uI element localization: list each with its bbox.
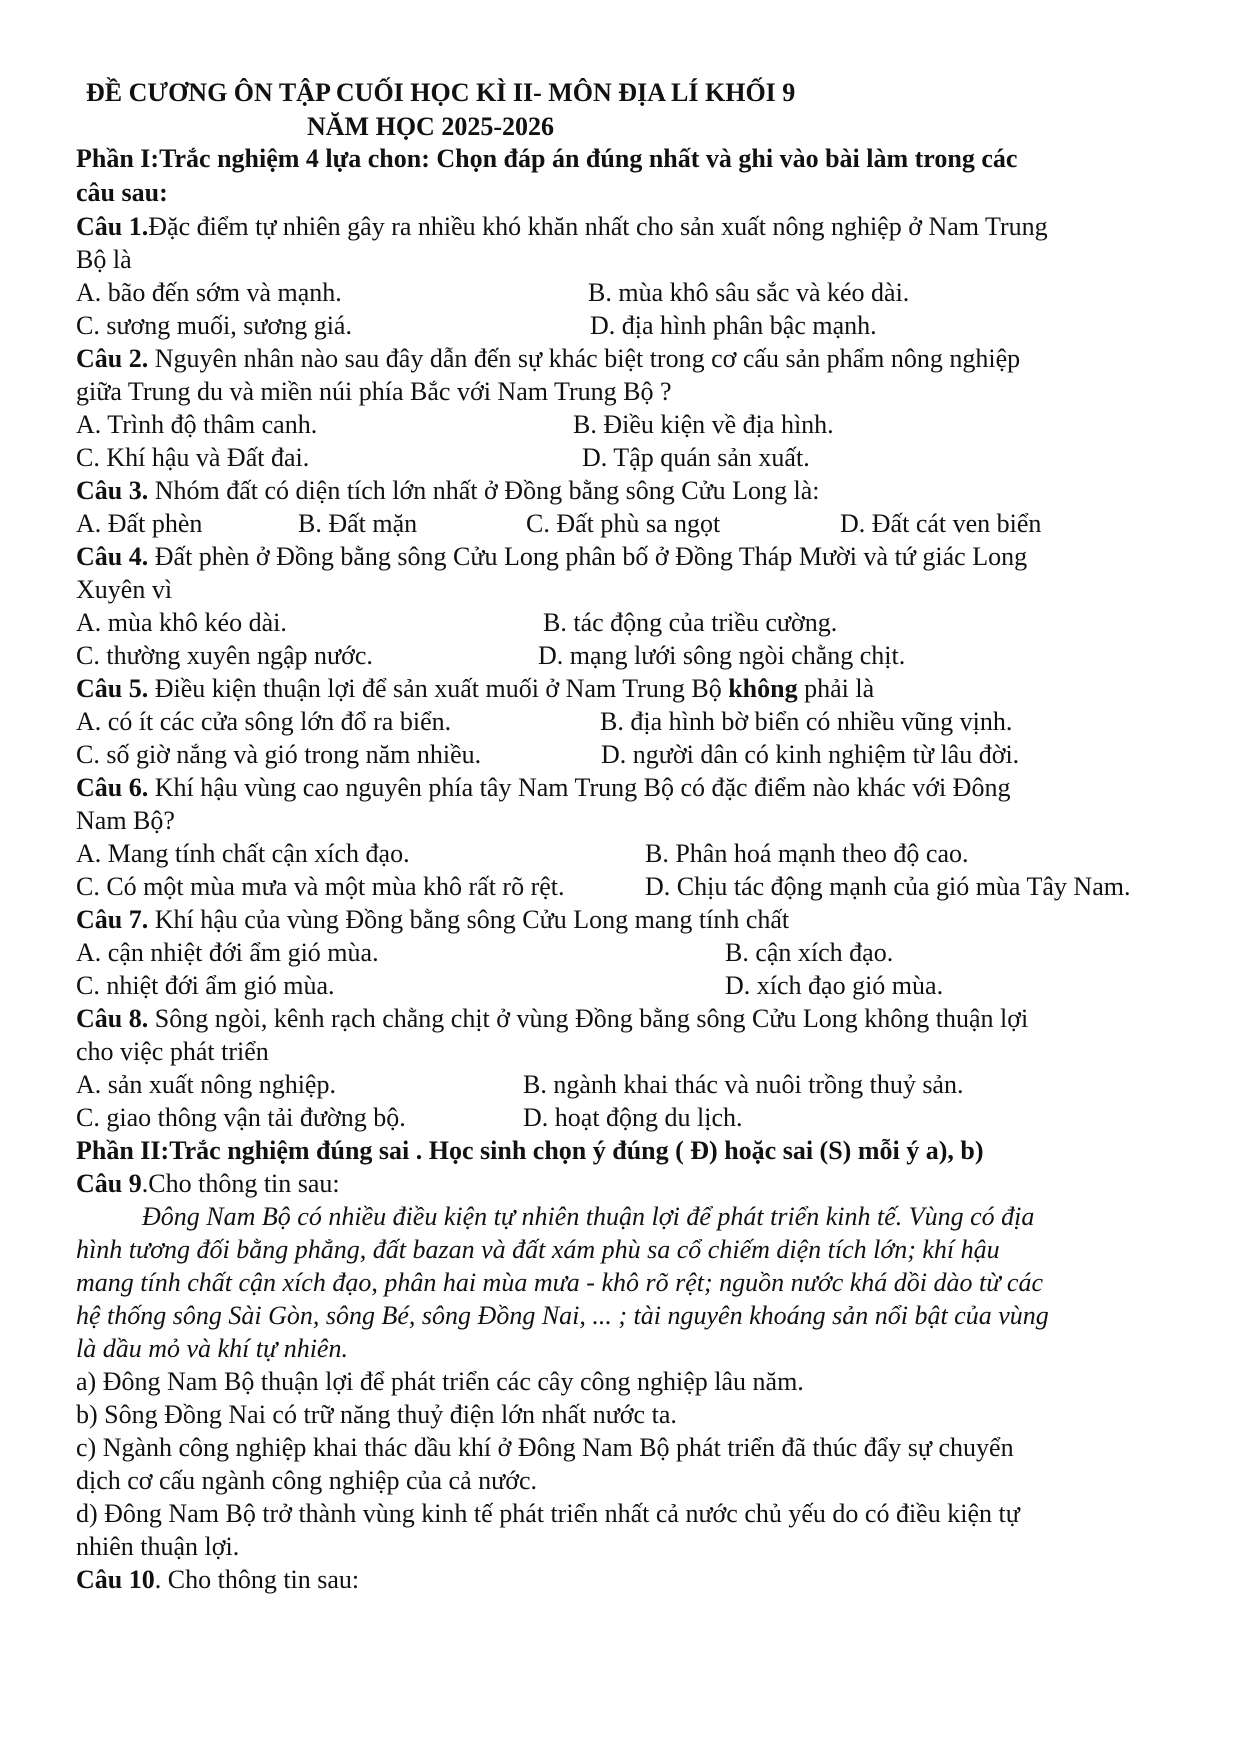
question-1-cont: Bộ là (76, 245, 132, 274)
q3-option-a: A. Đất phèn (76, 509, 203, 538)
q9-passage-line: Đông Nam Bộ có nhiều điều kiện tự nhiên thuận lợi để phát triển kinh tế. Vùng có địa (142, 1202, 1035, 1231)
q4-option-a: A. mùa khô kéo dài. (76, 608, 287, 637)
q2-option-b: B. Điều kiện về địa hình. (573, 410, 834, 439)
question-text: Khí hậu vùng cao nguyên phía tây Nam Trung Bộ có đặc điểm nào khác với Đông (148, 773, 1011, 802)
q1-option-b: B. mùa khô sâu sắc và kéo dài. (588, 278, 910, 307)
question-text: Sông ngòi, kênh rạch chằng chịt ở vùng Đồng bằng sông Cửu Long không thuận lợi (148, 1004, 1029, 1033)
q2-option-d: D. Tập quán sản xuất. (582, 443, 810, 472)
q5-option-a: A. có ít các cửa sông lớn đổ ra biển. (76, 707, 452, 736)
q9-statement-d-cont: nhiên thuận lợi. (76, 1532, 240, 1561)
q2-option-c: C. Khí hậu và Đất đai. (76, 443, 310, 472)
part2-heading: Phần II:Trắc nghiệm đúng sai . Học sinh chọn ý đúng ( Đ) hoặc sai (S) mỗi ý a), b) (76, 1136, 984, 1165)
q7-option-a: A. cận nhiệt đới ẩm gió mùa. (76, 938, 379, 967)
q9-statement-b: b) Sông Đồng Nai có trữ năng thuỷ điện lớn nhất nước ta. (76, 1400, 677, 1429)
q3-option-b: B. Đất mặn (298, 509, 418, 538)
question-label: Câu 7. (76, 905, 149, 934)
part1-heading-cont: câu sau: (76, 178, 168, 207)
q7-option-d: D. xích đạo gió mùa. (725, 971, 944, 1000)
question-10 (76, 1563, 359, 1596)
q9-statement-c: c) Ngành công nghiệp khai thác dầu khí ở Đông Nam Bộ phát triển đã thúc đẩy sự chuyển (76, 1433, 1014, 1462)
question-label: Câu 4. (76, 542, 149, 571)
q3-option-d: D. Đất cát ven biển (840, 509, 1042, 538)
question-text: Điều kiện thuận lợi để sản xuất muối ở Nam Trung Bộ (148, 674, 729, 703)
document-title: ĐỀ CƯƠNG ÔN TẬP CUỐI HỌC KÌ II- MÔN ĐỊA LÍ KHỐI 9 (86, 78, 796, 107)
q4-option-d: D. mạng lưới sông ngòi chằng chịt. (538, 641, 906, 670)
q9-passage-line: mang tính chất cận xích đạo, phân hai mùa mưa - khô rõ rệt; nguồn nước khá dồi dào từ các (76, 1268, 1043, 1297)
question-text: Đất phèn ở Đồng bằng sông Cửu Long phân bố ở Đồng Tháp Mười và tứ giác Long (148, 542, 1028, 571)
question-emphasis: không (728, 674, 798, 703)
question-label: Câu 10 (76, 1565, 155, 1594)
question-5 (76, 672, 874, 705)
question-label: Câu 2. (76, 344, 149, 373)
q4-option-b: B. tác động của triều cường. (543, 608, 838, 637)
q1-option-c: C. sương muối, sương giá. (76, 311, 352, 340)
q1-option-a: A. bão đến sớm và mạnh. (76, 278, 342, 307)
question-label: Câu 5. (76, 674, 149, 703)
q8-option-b: B. ngành khai thác và nuôi trồng thuỷ sản. (523, 1070, 964, 1099)
q6-option-b: B. Phân hoá mạnh theo độ cao. (645, 839, 969, 868)
q2-option-a: A. Trình độ thâm canh. (76, 410, 318, 439)
q9-statement-c-cont: dịch cơ cấu ngành công nghiệp của cả nước. (76, 1466, 538, 1495)
question-2 (76, 342, 1020, 375)
question-text: Khí hậu của vùng Đồng bằng sông Cửu Long mang tính chất (148, 905, 790, 934)
school-year: NĂM HỌC 2025-2026 (307, 112, 554, 141)
question-8 (76, 1002, 1028, 1035)
q8-option-d: D. hoạt động du lịch. (523, 1103, 743, 1132)
question-text: . Cho thông tin sau: (154, 1565, 360, 1594)
question-8-cont: cho việc phát triển (76, 1037, 269, 1066)
question-label: Câu 6. (76, 773, 149, 802)
question-1 (76, 210, 1048, 243)
question-4-cont: Xuyên vì (76, 575, 173, 604)
part1-heading: Phần I:Trắc nghiệm 4 lựa chon: Chọn đáp án đúng nhất và ghi vào bài làm trong các (76, 144, 1018, 173)
q4-option-c: C. thường xuyên ngập nước. (76, 641, 373, 670)
q5-option-c: C. số giờ nắng và gió trong năm nhiều. (76, 740, 482, 769)
q7-option-b: B. cận xích đạo. (725, 938, 894, 967)
q6-option-a: A. Mang tính chất cận xích đạo. (76, 839, 410, 868)
q9-passage-line: là dầu mỏ và khí tự nhiên. (76, 1334, 348, 1363)
q9-statement-d: d) Đông Nam Bộ trở thành vùng kinh tế phát triển nhất cả nước chủ yếu do có điều kiện tự (76, 1499, 1020, 1528)
q9-statement-a: a) Đông Nam Bộ thuận lợi để phát triển các cây công nghiệp lâu năm. (76, 1367, 804, 1396)
question-text: Nhóm đất có diện tích lớn nhất ở Đồng bằng sông Cửu Long là: (148, 476, 820, 505)
question-2-cont: giữa Trung du và miền núi phía Bắc với Nam Trung Bộ ? (76, 377, 672, 406)
question-9 (76, 1167, 340, 1200)
question-label: Câu 8. (76, 1004, 149, 1033)
question-text: Nguyên nhân nào sau đây dẫn đến sự khác biệt trong cơ cấu sản phẩm nông nghiệp (148, 344, 1021, 373)
q8-option-c: C. giao thông vận tải đường bộ. (76, 1103, 406, 1132)
question-4 (76, 540, 1027, 573)
q8-option-a: A. sản xuất nông nghiệp. (76, 1070, 336, 1099)
question-label: Câu 9 (76, 1169, 142, 1198)
question-3 (76, 474, 820, 507)
q5-option-d: D. người dân có kinh nghiệm từ lâu đời. (601, 740, 1020, 769)
q7-option-c: C. nhiệt đới ẩm gió mùa. (76, 971, 335, 1000)
question-text: .Cho thông tin sau: (141, 1169, 340, 1198)
q5-option-b: B. địa hình bờ biển có nhiều vũng vịnh. (600, 707, 1013, 736)
question-text-end: phải là (797, 674, 875, 703)
q3-option-c: C. Đất phù sa ngọt (526, 509, 721, 538)
question-text: Đặc điểm tự nhiên gây ra nhiều khó khăn nhất cho sản xuất nông nghiệp ở Nam Trung (148, 212, 1048, 241)
question-6-cont: Nam Bộ? (76, 806, 175, 835)
q6-option-c: C. Có một mùa mưa và một mùa khô rất rõ rệt. (76, 872, 565, 901)
q9-passage-line: hình tương đối bằng phẳng, đất bazan và đất xám phù sa cổ chiếm diện tích lớn; khí hậu (76, 1235, 1000, 1264)
question-label: Câu 1. (76, 212, 149, 241)
question-7 (76, 903, 789, 936)
q9-passage-line: hệ thống sông Sài Gòn, sông Bé, sông Đồng Nai, ... ; tài nguyên khoáng sản nổi bật của vùng (76, 1301, 1049, 1330)
question-6 (76, 771, 1010, 804)
q6-option-d: D. Chịu tác động mạnh của gió mùa Tây Nam. (645, 872, 1131, 901)
question-label: Câu 3. (76, 476, 149, 505)
q1-option-d: D. địa hình phân bậc mạnh. (590, 311, 877, 340)
